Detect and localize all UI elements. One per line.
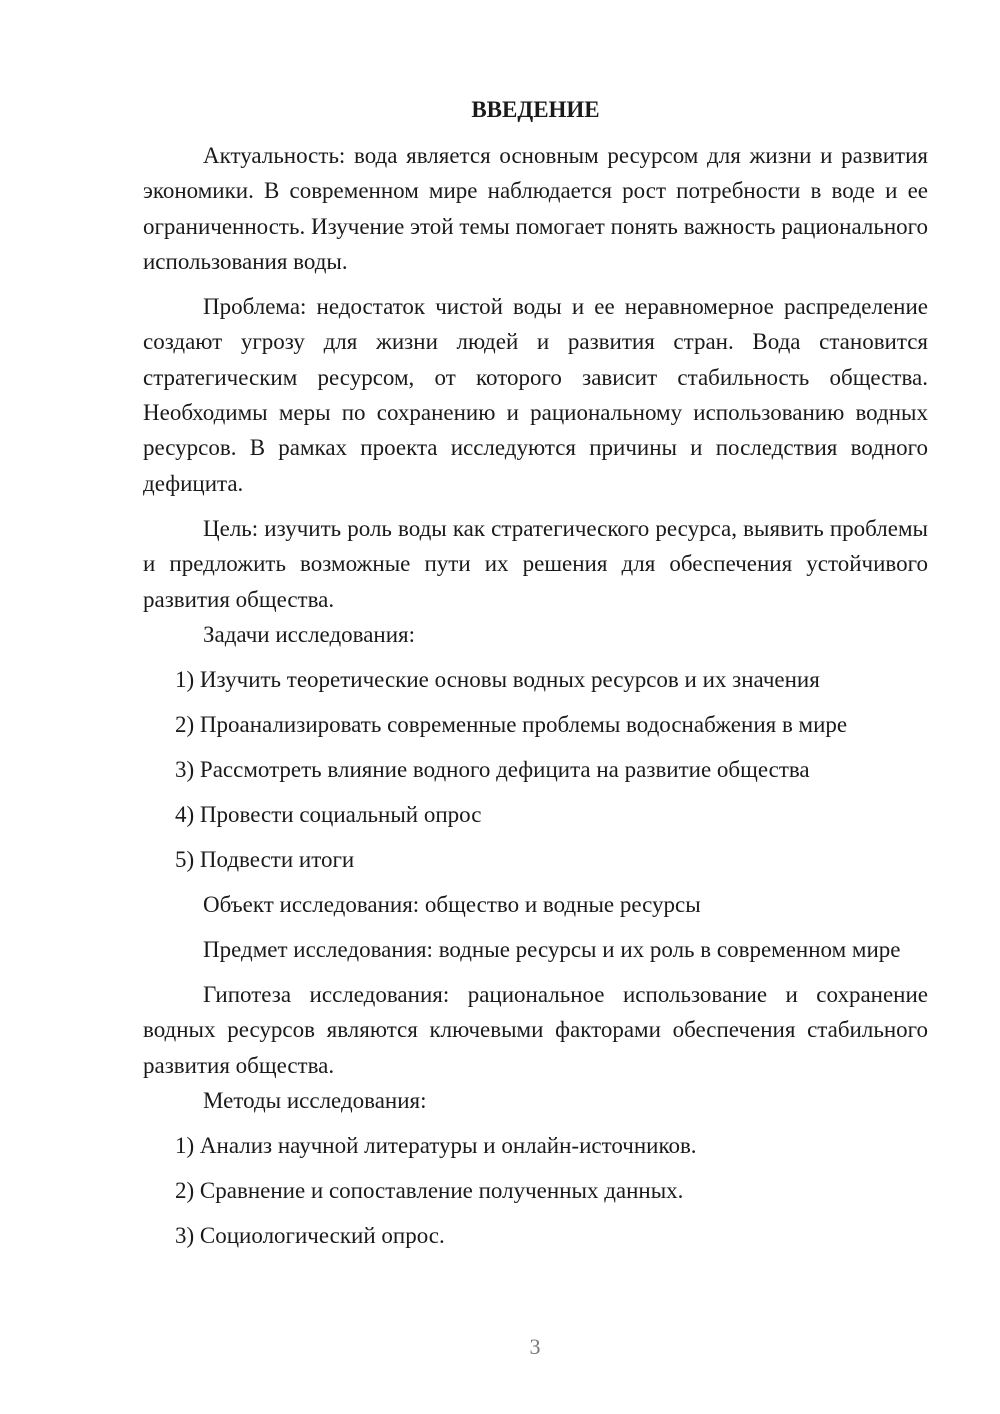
method-item: 3) Социологический опрос. <box>175 1223 445 1249</box>
page-number: 3 <box>529 1334 541 1359</box>
method-item: 2) Сравнение и сопоставление полученных данных. <box>175 1178 684 1204</box>
problem-paragraph: Проблема: недостаток чистой воды и ее неравномерное распределение создают угрозу для жизни людей и развития стран. Вода становится стратегическим ресурсом, от которого зависит стабильность общества. Необходимы меры по сохранению и рациональному использованию водных ресурсов. В рамках проекта исследуются причины и последствия водного дефицита. <box>143 294 928 496</box>
relevance-paragraph: Актуальность: вода является основным ресурсом для жизни и развития экономики. В современном мире наблюдается рост потребности в воде и ее ограниченность. Изучение этой темы помогает понять важность рационального использования воды. <box>143 143 928 274</box>
task-item: 5) Подвести итоги <box>175 846 355 872</box>
method-item: 1) Анализ научной литературы и онлайн-источников. <box>175 1133 697 1159</box>
methods-heading: Методы исследования: <box>203 1088 427 1114</box>
object-paragraph: Объект исследования: общество и водные ресурсы <box>203 891 701 917</box>
task-item: 1) Изучить теоретические основы водных ресурсов и их значения <box>175 666 820 692</box>
hypothesis-paragraph: Гипотеза исследования: рациональное использование и сохранение водных ресурсов являются ключевыми факторами обеспечения стабильного развития общества. <box>143 982 928 1078</box>
task-item: 4) Провести социальный опрос <box>175 801 482 827</box>
task-item: 3) Рассмотреть влияние водного дефицита на развитие общества <box>175 756 810 782</box>
goal-paragraph: Цель: изучить роль воды как стратегического ресурса, выявить проблемы и предложить возможные пути их решения для обеспечения устойчивого развития общества. <box>143 515 928 612</box>
tasks-heading: Задачи исследования: <box>203 621 416 647</box>
document-page <box>143 94 928 1253</box>
page-title: ВВЕДЕНИЕ <box>471 97 600 122</box>
subject-paragraph: Предмет исследования: водные ресурсы и их роль в современном мире <box>203 936 901 962</box>
task-item: 2) Проанализировать современные проблемы водоснабжения в мире <box>175 711 848 737</box>
